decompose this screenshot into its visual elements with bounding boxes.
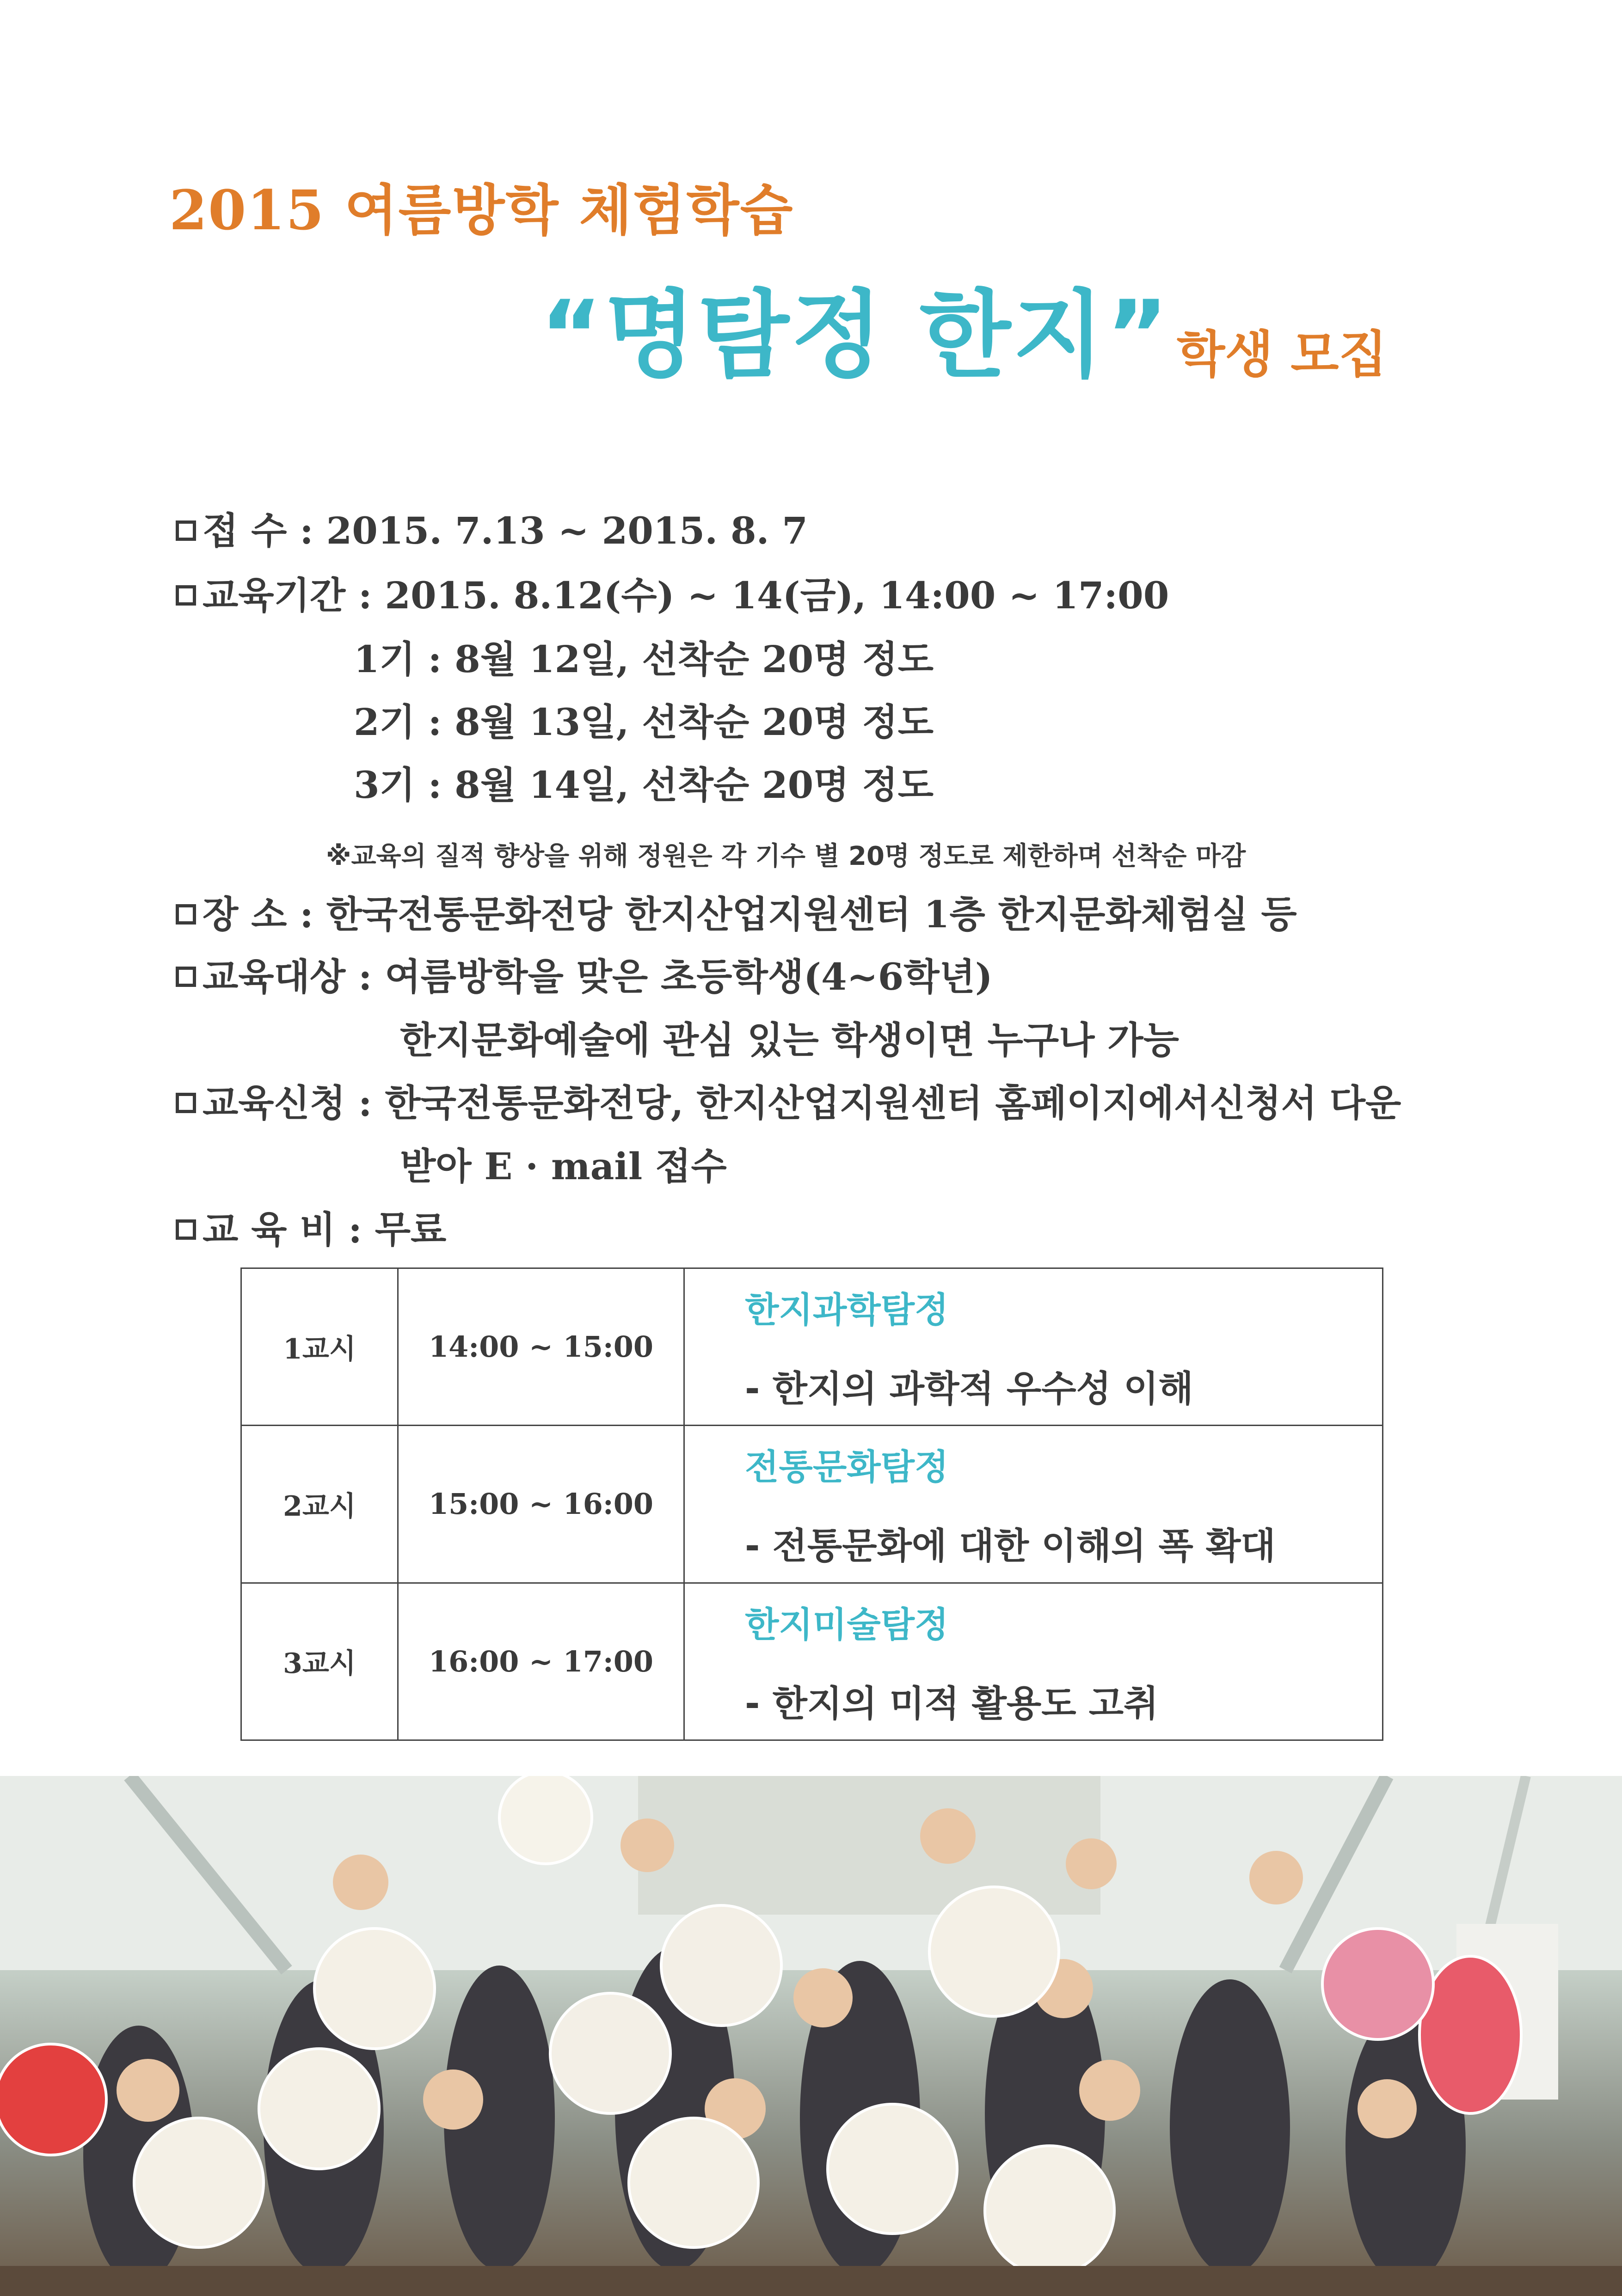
title-suffix: 학생 모집 (1177, 326, 1387, 384)
info-session-2: 2기 : 8월 13일, 선착순 20명 정도 (354, 700, 934, 744)
info-place-text: 장 소 : 한국전통문화전당 한지산업지원센터 1층 한지문화체험실 등 (203, 893, 1297, 936)
title-line-1: 2015 여름방학 체험학습 (169, 178, 794, 242)
info-reception-text: 접 수 : 2015. 7.13 ~ 2015. 8. 7 (203, 509, 808, 552)
desc-cell (684, 1268, 1383, 1426)
desc-title: 한지미술탐정 (745, 1604, 949, 1645)
schedule-table (240, 1267, 1383, 1741)
time-cell: 16:00 ~ 17:00 (398, 1583, 684, 1740)
desc-cell (684, 1426, 1383, 1583)
checkbox-bullet-icon (176, 520, 196, 541)
desc-text: - 전통문화에 대한 이해의 폭 확대 (745, 1525, 1276, 1567)
info-reception (176, 509, 808, 552)
info-fee (176, 1208, 447, 1251)
info-place (176, 893, 1297, 936)
desc-text: - 한지의 미적 활용도 고취 (745, 1683, 1159, 1725)
info-note: ※교육의 질적 향상을 위해 정원은 각 기수 별 20명 정도로 제한하며 선착순 마감 (326, 841, 1246, 871)
info-apply-text: 교육신청 : 한국전통문화전당, 한지산업지원센터 홈페이지에서신청서 다운 (203, 1081, 1401, 1125)
info-period (176, 574, 1169, 617)
info-session-1: 1기 : 8월 12일, 선착순 20명 정도 (354, 637, 934, 681)
info-target-text: 교육대상 : 여름방학을 맞은 초등학생(4~6학년) (203, 955, 993, 998)
group-photo (0, 1776, 1622, 2296)
table-row (241, 1268, 1383, 1426)
info-session-3: 3기 : 8월 14일, 선착순 20명 정도 (354, 763, 934, 807)
info-apply-2: 받아 E · mail 접수 (400, 1145, 727, 1188)
desc-title: 전통문화탐정 (745, 1446, 949, 1488)
desc-text: - 한지의 과학적 우수성 이해 (745, 1368, 1193, 1410)
info-period-text: 교육기간 : 2015. 8.12(수) ~ 14(금), 14:00 ~ 17:00 (203, 574, 1169, 617)
desc-title: 한지과학탐정 (745, 1289, 949, 1331)
info-apply (176, 1081, 1401, 1125)
table-row (241, 1583, 1383, 1740)
period-cell: 3교시 (241, 1583, 398, 1740)
group-photo-illustration (0, 1776, 1622, 2296)
table-row (241, 1426, 1383, 1583)
checkbox-bullet-icon (176, 967, 196, 987)
time-cell: 14:00 ~ 15:00 (398, 1268, 684, 1426)
checkbox-bullet-icon (176, 904, 196, 925)
desc-cell (684, 1583, 1383, 1740)
checkbox-bullet-icon (176, 1219, 196, 1240)
info-fee-text: 교 육 비 : 무료 (203, 1208, 447, 1251)
time-cell: 15:00 ~ 16:00 (398, 1426, 684, 1583)
checkbox-bullet-icon (176, 585, 196, 606)
period-cell: 2교시 (241, 1426, 398, 1583)
info-target-2: 한지문화예술에 관심 있는 학생이면 누구나 가능 (400, 1018, 1179, 1062)
title-line-2: “명탐정 한지” (540, 281, 1170, 391)
info-target (176, 955, 993, 998)
checkbox-bullet-icon (176, 1093, 196, 1113)
period-cell: 1교시 (241, 1268, 398, 1426)
